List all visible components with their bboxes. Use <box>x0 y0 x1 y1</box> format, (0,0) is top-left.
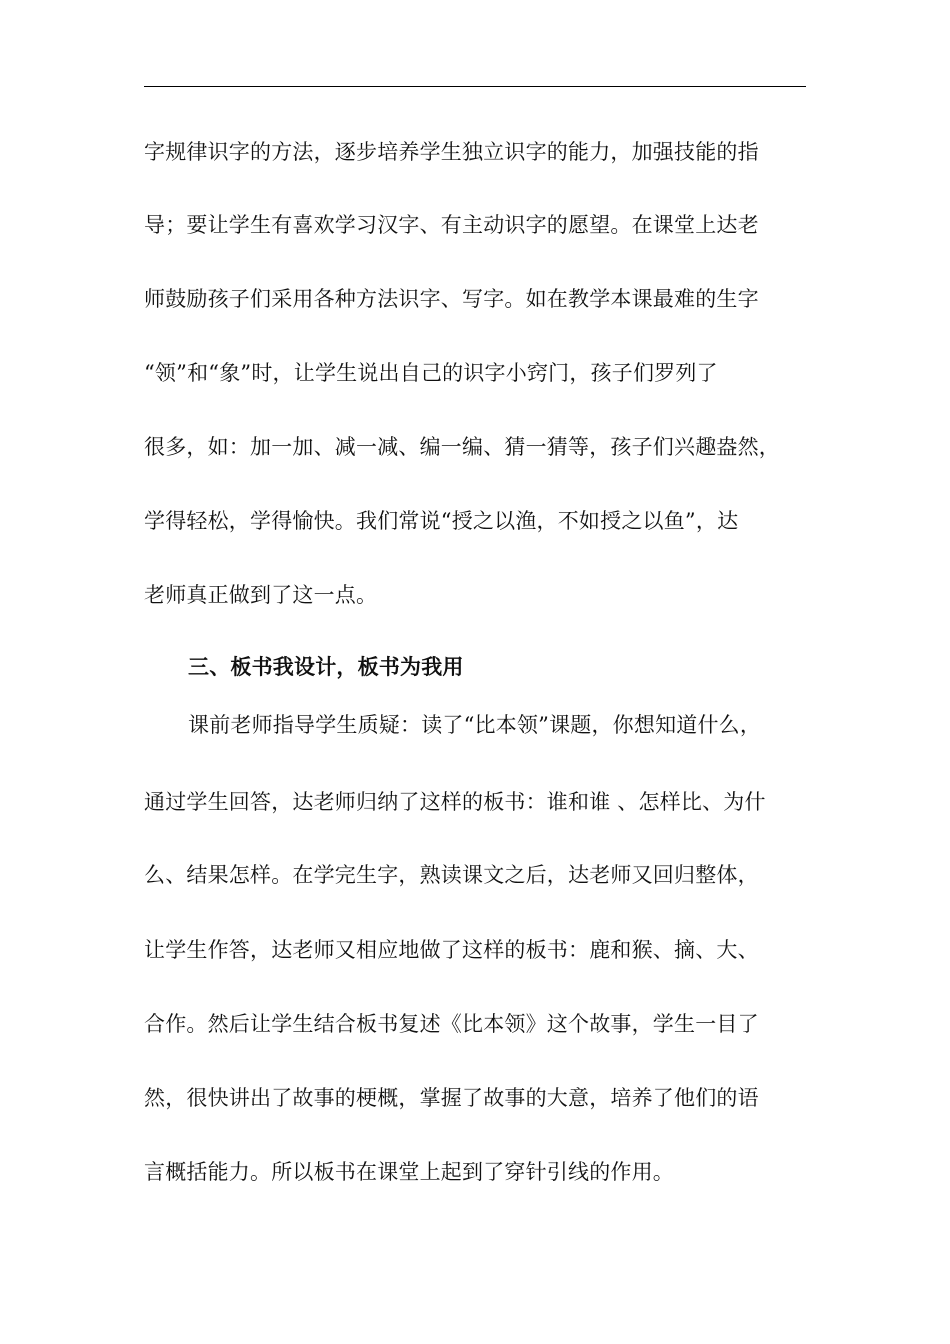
paragraph-2-line-7: 言概括能力。所以板书在课堂上起到了穿针引线的作用。 <box>144 1160 674 1184</box>
paragraph-2-line-2: 通过学生回答，达老师归纳了这样的板书：谁和谁 、怎样比、为什 <box>144 790 766 814</box>
section-heading: 三、板书我设计，板书为我用 <box>188 654 464 679</box>
paragraph-2-line-1: 课前老师指导学生质疑：读了“比本领”课题，你想知道什么， <box>188 713 762 737</box>
paragraph-1-line-7: 老师真正做到了这一点。 <box>144 583 378 607</box>
paragraph-1-line-3: 师鼓励孩子们采用各种方法识字、写字。如在教学本课最难的生字 <box>144 287 759 311</box>
paragraph-1-line-2: 导；要让学生有喜欢学习汉字、有主动识字的愿望。在课堂上达老 <box>144 213 759 237</box>
paragraph-2-line-4: 让学生作答，达老师又相应地做了这样的板书：鹿和猴、摘、大、 <box>144 938 759 962</box>
paragraph-1-line-5: 很多，如：加一加、减一减、编一编、猜一猜等，孩子们兴趣盎然， <box>144 435 780 459</box>
header-rule <box>144 86 806 87</box>
paragraph-1-line-4: “领”和“象”时，让学生说出自己的识字小窍门，孩子们罗列了 <box>144 361 718 385</box>
paragraph-2-line-6: 然，很快讲出了故事的梗概，掌握了故事的大意，培养了他们的语 <box>144 1086 759 1110</box>
paragraph-1-line-6: 学得轻松，学得愉快。我们常说“授之以渔，不如授之以鱼”，达 <box>144 509 739 533</box>
paragraph-1-line-1: 字规律识字的方法，逐步培养学生独立识字的能力，加强技能的指 <box>144 140 759 164</box>
paragraph-2-line-5: 合作。然后让学生结合板书复述《比本领》这个故事，学生一目了 <box>144 1012 759 1036</box>
paragraph-2-line-3: 么、结果怎样。在学完生字，熟读课文之后，达老师又回归整体， <box>144 863 759 887</box>
